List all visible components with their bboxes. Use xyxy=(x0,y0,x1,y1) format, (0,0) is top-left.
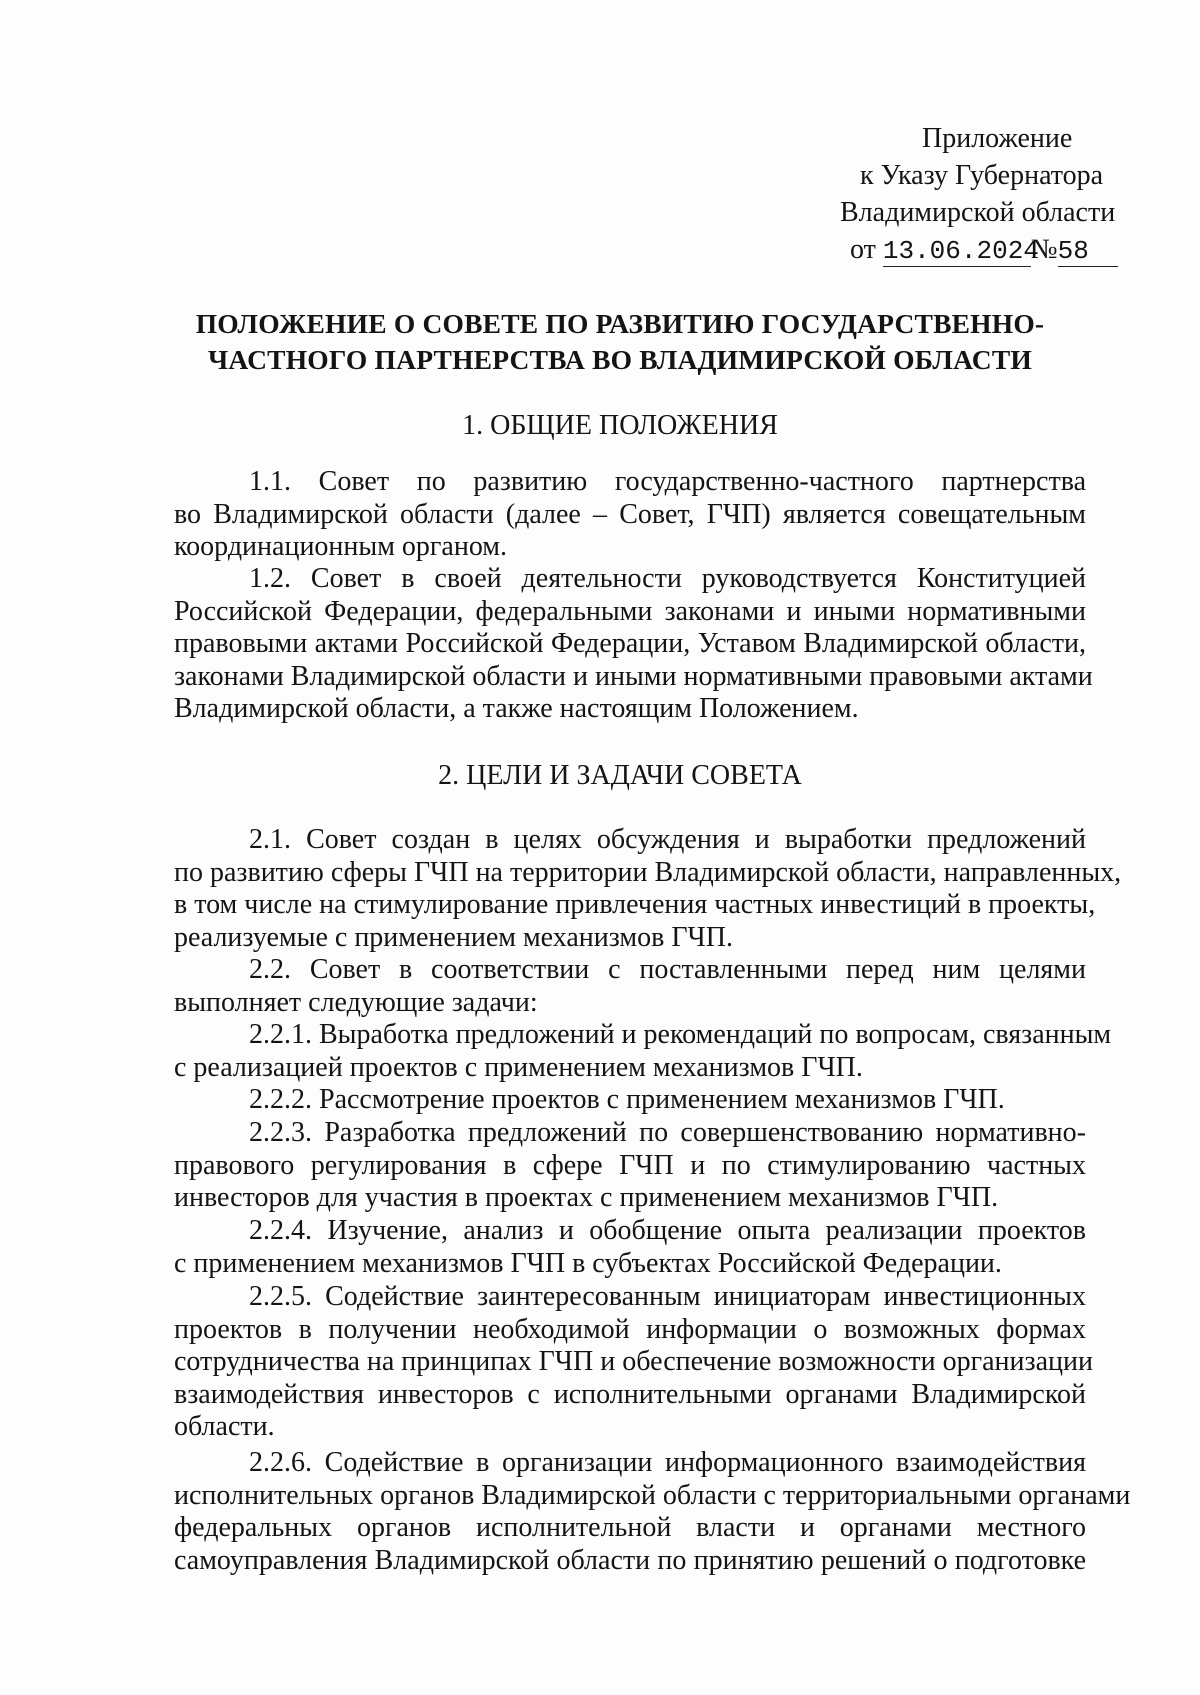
section-1-heading: 1. ОБЩИЕ ПОЛОЖЕНИЯ xyxy=(462,410,778,441)
from-label: от xyxy=(850,234,876,265)
text-line: сотрудничества на принципах ГЧП и обеспечение возможности организации xyxy=(174,1346,1093,1377)
text-line: исполнительных органов Владимирской области с территориальными органами xyxy=(174,1479,1131,1511)
text-line: взаимодействия инвесторов с исполнительными органами Владимирской xyxy=(174,1378,1086,1410)
text-line: проектов в получении необходимой информации о возможных формах xyxy=(174,1313,1086,1345)
paragraph-2-2-3 xyxy=(174,1117,1086,1215)
text-line: 2.2.2. Рассмотрение проектов с применением механизмов ГЧП. xyxy=(249,1084,1005,1115)
text-line: по развитию сферы ГЧП на территории Владимирской области, направленных, xyxy=(174,856,1122,888)
decree-number: 58 xyxy=(1058,236,1118,267)
title-line-1: ПОЛОЖЕНИЕ О СОВЕТЕ ПО РАЗВИТИЮ ГОСУДАРСТВЕННО- xyxy=(195,308,1045,339)
paragraph-2-2-2 xyxy=(174,1084,1086,1117)
number-label: № xyxy=(1030,234,1058,265)
text-line: во Владимирской области (далее – Совет, ГЧП) является совещательным xyxy=(174,498,1086,530)
text-line: 1.1. Совет по развитию государственно-частного партнерства xyxy=(249,466,1086,497)
text-line: с реализацией проектов с применением механизмов ГЧП. xyxy=(174,1051,863,1083)
text-line: 2.2.1. Выработка предложений и рекомендаций по вопросам, связанным xyxy=(249,1019,1112,1050)
paragraph-2-1 xyxy=(174,824,1122,954)
paragraph-2-2-6 xyxy=(174,1447,1131,1577)
text-line: инвесторов для участия в проектах с применением механизмов ГЧП. xyxy=(174,1182,999,1213)
title-line-2: ЧАСТНОГО ПАРТНЕРСТВА ВО ВЛАДИМИРСКОЙ ОБЛАСТИ xyxy=(208,344,1032,375)
text-line: законами Владимирской области и иными нормативными правовыми актами xyxy=(174,660,1093,692)
document-title xyxy=(170,306,1070,378)
paragraph-2-2-4 xyxy=(174,1215,1086,1280)
text-line: 1.2. Совет в своей деятельности руководствуется Конституцией xyxy=(249,563,1086,594)
text-line: Российской Федерации, федеральными законами и иными нормативными xyxy=(174,595,1086,627)
text-line: Владимирской области, а также настоящим Положением. xyxy=(174,693,859,724)
appendix-title: Приложение xyxy=(922,123,1073,154)
text-line: правового регулирования в сфере ГЧП и по стимулированию частных xyxy=(174,1149,1086,1181)
decree-date: 13.06.2024 xyxy=(882,236,1039,266)
text-line: 2.2.6. Содействие в организации информационного взаимодействия xyxy=(249,1447,1086,1478)
section-2-heading: 2. ЦЕЛИ И ЗАДАЧИ СОВЕТА xyxy=(438,760,802,791)
text-line: реализуемые с применением механизмов ГЧП. xyxy=(174,921,733,953)
paragraph-2-2-5 xyxy=(174,1281,1093,1444)
text-line: выполняет следующие задачи: xyxy=(174,986,538,1018)
text-line: 2.2.3. Разработка предложений по совершенствованию нормативно- xyxy=(249,1117,1086,1148)
paragraph-1-1 xyxy=(174,466,1086,564)
text-line: с применением механизмов ГЧП в субъектах Российской Федерации. xyxy=(174,1247,1002,1279)
appendix-date-number xyxy=(840,231,1140,268)
text-line: в том числе на стимулирование привлечения частных инвестиций в проекты, xyxy=(174,889,1096,920)
appendix-block xyxy=(840,120,1140,268)
text-line: 2.2.5. Содействие заинтересованным инициаторам инвестиционных xyxy=(249,1281,1086,1312)
text-line: правовыми актами Российской Федерации, Уставом Владимирской области, xyxy=(174,628,1086,659)
paragraph-2-2-1 xyxy=(174,1019,1112,1084)
text-line: 2.2. Совет в соответствии с поставленными перед ним целями xyxy=(249,954,1086,985)
text-line: координационным органом. xyxy=(174,531,508,562)
text-line: области. xyxy=(174,1411,275,1442)
text-line: 2.2.4. Изучение, анализ и обобщение опыта реализации проектов xyxy=(249,1215,1086,1246)
text-line: самоуправления Владимирской области по принятию решений о подготовке xyxy=(174,1544,1086,1576)
paragraph-1-2 xyxy=(174,563,1093,726)
appendix-decree-ref: к Указу Губернатора xyxy=(860,160,1104,191)
appendix-region: Владимирской области xyxy=(840,197,1116,228)
text-line: федеральных органов исполнительной власти и органами местного xyxy=(174,1512,1086,1543)
text-line: 2.1. Совет создан в целях обсуждения и выработки предложений xyxy=(249,824,1086,855)
paragraph-2-2 xyxy=(174,954,1086,1019)
